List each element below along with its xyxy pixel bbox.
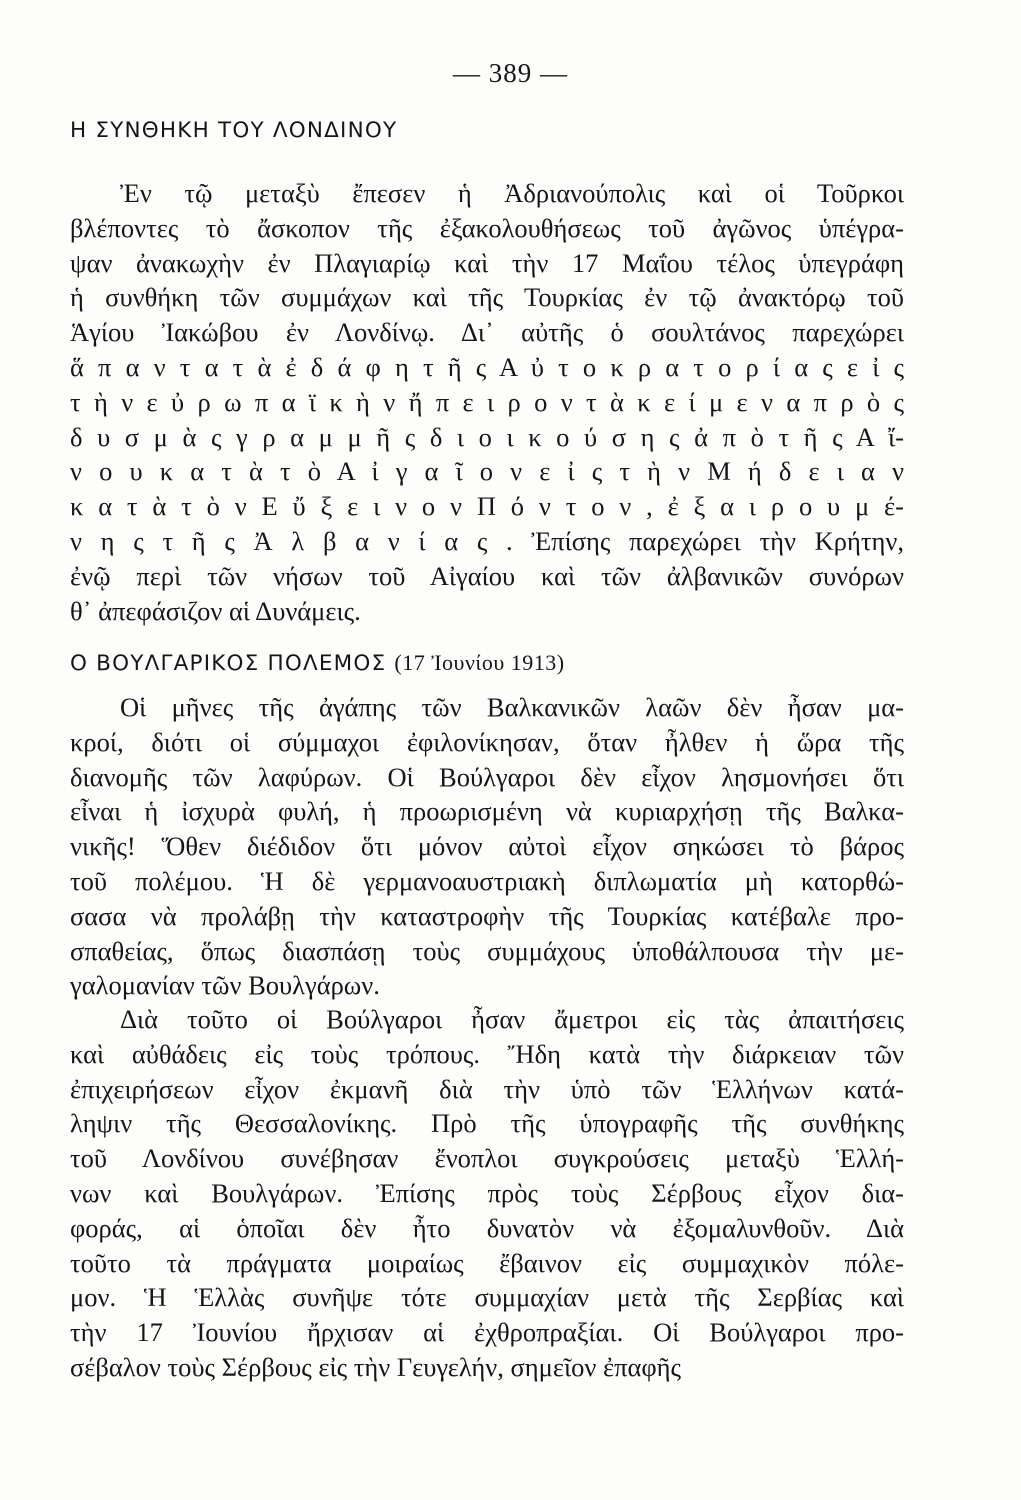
text-line: ληψιν τῆς Θεσσαλονίκης. Πρὸ τῆς ὑπογραφῆς τῆς συνθήκης bbox=[70, 1108, 904, 1139]
heading-title: Ο ΒΟΥΛΓΑΡΙΚΟΣ ΠΟΛΕΜΟΣ bbox=[70, 651, 387, 676]
text-line: ἡ συνθήκη τῶν συμμάχων καὶ τῆς Τουρκίας ἐν τῷ ἀνακτόρῳ τοῦ bbox=[70, 282, 904, 313]
page-number: — 389 — bbox=[453, 58, 568, 88]
text-line: μον. Ἡ Ἑλλὰς συνῆψε τότε συμμαχίαν μετὰ τῆς Σερβίας καὶ bbox=[70, 1282, 904, 1313]
paragraph-bulgarian-war-2 bbox=[70, 1002, 904, 1385]
text-line: σπαθείας, ὅπως διασπάσῃ τοὺς συμμάχους ὑποθάλπουσα τὴν με- bbox=[70, 935, 904, 966]
text-line: καὶ αὐθάδεις εἰς τοὺς τρόπους. Ἤδη κατὰ τὴν διάρκειαν τῶν bbox=[70, 1038, 904, 1069]
text-line: κ α τ ὰ τ ὸ ν Ε ὔ ξ ε ι ν ο ν Π ό ν τ ο ν , ἐ ξ α ι ρ ο υ μ έ- bbox=[70, 491, 904, 522]
text-line: τ ὴ ν ε ὐ ρ ω π α ϊ κ ὴ ν ἤ π ε ι ρ ο ν τ ὰ κ ε ί μ ε ν α π ρ ὸ ς bbox=[70, 386, 904, 417]
paragraph-bulgarian-war-1 bbox=[70, 690, 904, 1003]
text-line: τὴν 17 Ἰουνίου ἤρχισαν αἱ ἐχθροπραξίαι. Οἱ Βούλγαροι προ- bbox=[70, 1317, 904, 1348]
section-heading-treaty-of-london: Η ΣΥΝΘΗΚΗ ΤΟΥ ΛΟΝΔΙΝΟΥ bbox=[70, 118, 398, 143]
text-line: εἶναι ἡ ἰσχυρὰ φυλή, ἡ προωρισμένη νὰ κυριαρχήσῃ τῆς Βαλκα- bbox=[70, 796, 904, 827]
text-line: ν η ς τ ῆ ς Ἀ λ β α ν ί α ς . Ἐπίσης παρεχώρει τὴν Κρήτην, bbox=[70, 525, 904, 556]
text-line: Ἐν τῷ μεταξὺ ἔπεσεν ἡ Ἀδριανούπολις καὶ οἱ Τοῦρκοι bbox=[120, 178, 904, 208]
text-line: νικῆς! Ὅθεν διέδιδον ὅτι μόνον αὐτοὶ εἶχον σηκώσει τὸ βάρος bbox=[70, 831, 904, 862]
text-line: ν ο υ κ α τ ὰ τ ὸ Α ἰ γ α ῖ ο ν ε ἰ ς τ ὴ ν Μ ή δ ε ι α ν bbox=[70, 456, 904, 487]
text-line: ἐνῷ περὶ τῶν νήσων τοῦ Αἰγαίου καὶ τῶν ἀλβανικῶν συνόρων bbox=[70, 560, 904, 591]
text-line: ἅ π α ν τ α τ ὰ ἐ δ ά φ η τ ῆ ς Α ὐ τ ο κ ρ α τ ο ρ ί α ς ε ἰ ς bbox=[70, 351, 904, 382]
text-line: θ᾽ ἀπεφάσιζον αἱ Δυνάμεις. bbox=[70, 595, 361, 626]
paragraph-treaty-of-london bbox=[70, 176, 904, 628]
text-line: κροί, διότι οἱ σύμμαχοι ἐφιλονίκησαν, ὅταν ἦλθεν ἡ ὥρα τῆς bbox=[70, 726, 904, 757]
text-line: Οἱ μῆνες τῆς ἀγάπης τῶν Βαλκανικῶν λαῶν δὲν ἦσαν μα- bbox=[120, 692, 904, 722]
text-line: βλέποντες τὸ ἄσκοπον τῆς ἐξακολουθήσεως τοῦ ἀγῶνος ὑπέγρα- bbox=[70, 212, 904, 243]
text-line: τοῦ πολέμου. Ἡ δὲ γερμανοαυστριακὴ διπλωματία μὴ κατορθώ- bbox=[70, 865, 904, 896]
section-heading-bulgarian-war bbox=[70, 650, 565, 676]
heading-date: (17 Ἰουνίου 1913) bbox=[394, 650, 565, 675]
text-line: γαλομανίαν τῶν Βουλγάρων. bbox=[70, 970, 380, 1001]
text-line: διανομῆς τῶν λαφύρων. Οἱ Βούλγαροι δὲν εἶχον λησμονήσει ὅτι bbox=[70, 761, 904, 792]
text-line: Ἁγίου Ἰακώβου ἐν Λονδίνῳ. Δι᾽ αὐτῆς ὁ σουλτάνος παρεχώρει bbox=[70, 317, 904, 348]
text-line: τοῦτο τὰ πράγματα μοιραίως ἔβαινον εἰς συμμαχικὸν πόλε- bbox=[70, 1247, 904, 1278]
text-line: τοῦ Λονδίνου συνέβησαν ἔνοπλοι συγκρούσεις μεταξὺ Ἑλλή- bbox=[70, 1143, 904, 1174]
text-line: Διὰ τοῦτο οἱ Βούλγαροι ἦσαν ἄμετροι εἰς τὰς ἀπαιτήσεις bbox=[120, 1004, 904, 1034]
text-line: φοράς, αἱ ὁποῖαι δὲν ἦτο δυνατὸν νὰ ἐξομαλυνθοῦν. Διὰ bbox=[70, 1212, 904, 1243]
text-line: σασα νὰ προλάβῃ τὴν καταστροφὴν τῆς Τουρκίας κατέβαλε προ- bbox=[70, 900, 904, 931]
text-line: ἐπιχειρήσεων εἶχον ἐκμανῆ διὰ τὴν ὑπὸ τῶν Ἑλλήνων κατά- bbox=[70, 1073, 904, 1104]
text-line: δ υ σ μ ὰ ς γ ρ α μ μ ῆ ς δ ι ο ι κ ο ύ σ η ς ἀ π ὸ τ ῆ ς Α ἴ- bbox=[70, 421, 904, 452]
text-line: νων καὶ Βουλγάρων. Ἐπίσης πρὸς τοὺς Σέρβους εἶχον δια- bbox=[70, 1177, 904, 1208]
text-line: ψαν ἀνακωχὴν ἐν Πλαγιαρίῳ καὶ τὴν 17 Μαΐου τέλος ὑπεγράφη bbox=[70, 247, 904, 278]
text-line: σέβαλον τοὺς Σέρβους εἰς τὴν Γευγελήν, σημεῖον ἐπαφῆς bbox=[70, 1351, 682, 1382]
